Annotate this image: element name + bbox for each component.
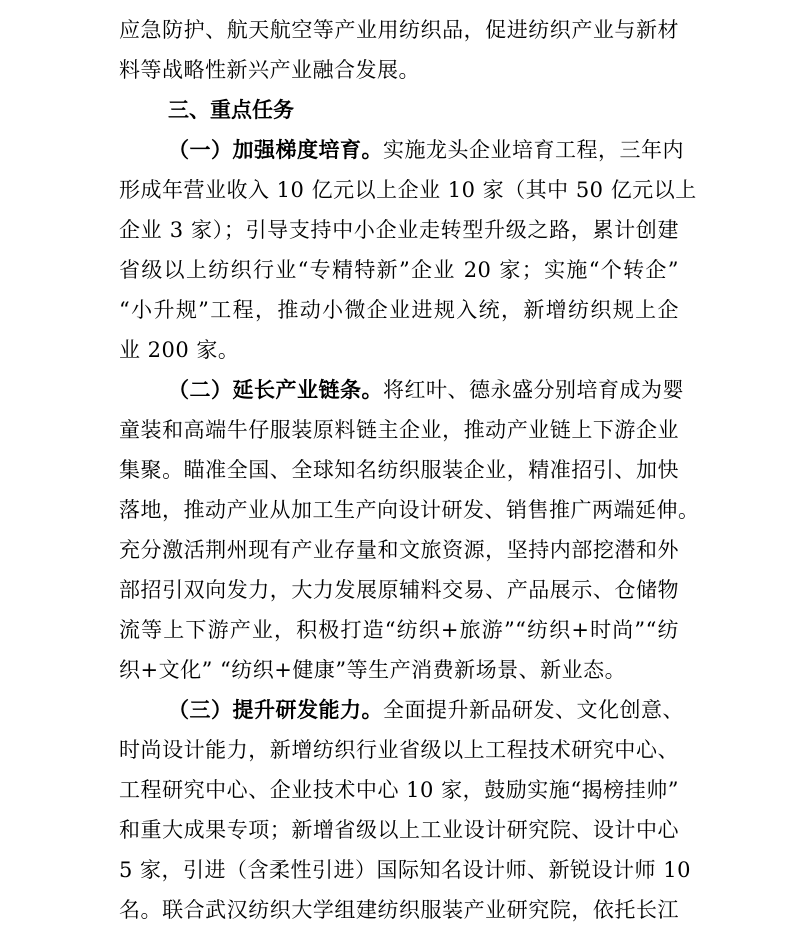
body-text-line: 织+文化” “纺织+健康”等生产消费新场景、新业态。 <box>119 658 627 682</box>
section-heading: 三、重点任务 <box>168 98 294 122</box>
paragraph-lead: （三）提升研发能力。 <box>168 698 383 722</box>
body-text-line: 和重大成果专项；新增省级以上工业设计研究院、设计中心 <box>119 818 679 842</box>
paragraph-first-line <box>168 370 684 410</box>
body-text-line: 落地，推动产业从加工生产向设计研发、销售推广两端延伸。 <box>119 498 700 522</box>
body-text-line: 童装和高端牛仔服装原料链主企业，推动产业链上下游企业 <box>119 418 679 442</box>
body-text-line: 省级以上纺织行业“专精特新”企业 20 家；实施“个转企” <box>119 258 679 282</box>
body-text-line: “小升规”工程，推动小微企业进规入统，新增纺织规上企 <box>119 298 679 322</box>
paragraph-lead: （一）加强梯度培育。 <box>168 138 383 162</box>
paragraph-lead: （二）延长产业链条。 <box>168 378 383 402</box>
body-text-line: 工程研究中心、企业技术中心 10 家，鼓励实施“揭榜挂帅” <box>119 778 679 802</box>
body-text-line: 应急防护、航天航空等产业用纺织品，促进纺织产业与新材 <box>119 18 679 42</box>
body-text-line: 企业 3 家）；引导支持中小企业走转型升级之路，累计创建 <box>119 218 679 242</box>
paragraph-text: 将红叶、德永盛分别培育成为婴 <box>383 378 684 402</box>
paragraph-text: 实施龙头企业培育工程，三年内 <box>383 138 684 162</box>
body-text-line: 集聚。瞄准全国、全球知名纺织服装企业，精准招引、加快 <box>119 458 679 482</box>
body-text-line: 名。联合武汉纺织大学组建纺织服装产业研究院，依托长江 <box>119 898 679 922</box>
paragraph-first-line <box>168 130 684 170</box>
body-text-line: 形成年营业收入 10 亿元以上企业 10 家（其中 50 亿元以上 <box>119 178 697 202</box>
body-text-line: 料等战略性新兴产业融合发展。 <box>119 58 420 82</box>
paragraph-first-line <box>168 690 684 730</box>
body-text-line: 部招引双向发力，大力发展原辅料交易、产品展示、仓储物 <box>119 578 679 602</box>
body-text-line: 时尚设计能力，新增纺织行业省级以上工程技术研究中心、 <box>119 738 679 762</box>
body-text-line: 业 200 家。 <box>119 338 240 362</box>
body-text-line: 充分激活荆州现有产业存量和文旅资源，坚持内部挖潜和外 <box>119 538 679 562</box>
paragraph-text: 全面提升新品研发、文化创意、 <box>383 698 684 722</box>
body-text-line: 流等上下游产业，积极打造“纺织+旅游”“纺织+时尚”“纺 <box>119 618 679 642</box>
body-text-line: 5 家，引进（含柔性引进）国际知名设计师、新锐设计师 10 <box>119 858 691 882</box>
